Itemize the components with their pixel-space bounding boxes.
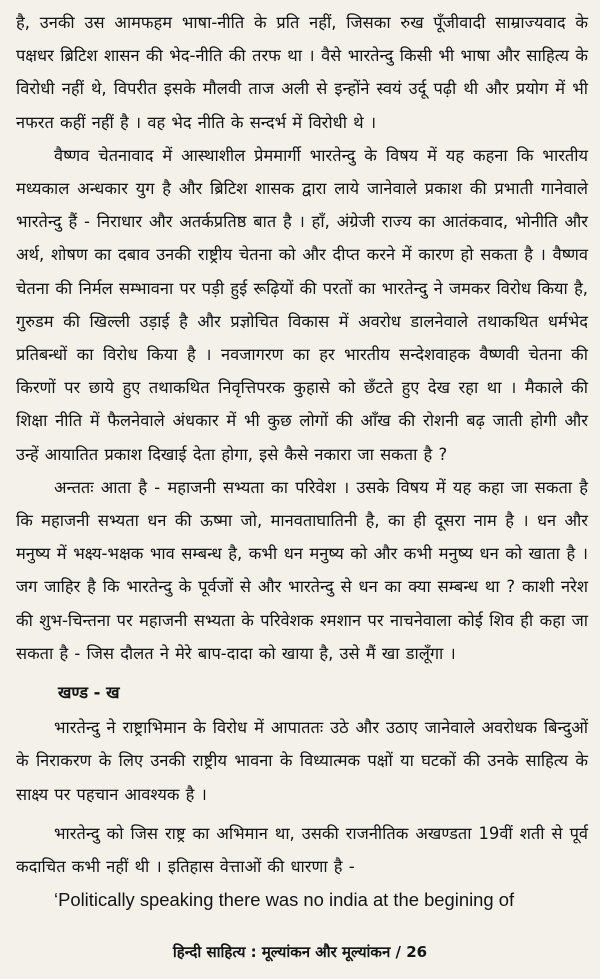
paragraph-continuation: है, उनकी उस आमफहम भाषा-नीति के प्रति नहीं, जिसका रुख पूँजीवादी साम्राज्यवाद के पक्षधर ब्रिटिश शासन की भेद-नीति की तरफ था । वैसे भारतेन्दु किसी भी भाषा और साहित्य के विरोधी नहीं थे, विपरीत इसके मौलवी ताज अली से इन्होंने स्वयं उर्दू पढ़ी थी और प्रयोग में भी नफरत कहीं नहीं है । वह भेद नीति के सन्दर्भ में विरोधी थे । bbox=[16, 13, 588, 132]
paragraph-mahajani: अन्ततः आता है - महाजनी सभ्यता का परिवेश । उसके विषय में यह कहा जा सकता है कि महाजनी सभ्यता धन की ऊष्मा जो, मानवताघातिनी है, का ही दूसरा नाम है । धन और मनुष्य में भक्ष्य-भक्षक भाव सम्बन्ध है, कभी धन मनुष्य को और कभी मनुष्य धन को खाता है । जग जाहिर है कि भारतेन्दु के पूर्वजों से और भारतेन्दु से धन का क्या सम्बन्ध था ? काशी नरेश की शुभ-चिन्तना पर महाजनी सभ्यता के परिवेशक श्मशान पर नाचनेवाला कोई शिव ही कहा जा सकता है - जिस दौलत ने मेरे बाप-दादा को खाया है, उसे मैं खा डालूँगा । bbox=[16, 477, 588, 663]
page-footer: हिन्दी साहित्य : मूल्यांकन और मूल्यांकन / 26 bbox=[172, 943, 428, 961]
section-heading: खण्ड - ख bbox=[58, 683, 120, 703]
english-quote: ‘Politically speaking there was no india at the begining of bbox=[54, 889, 515, 911]
paragraph-akhandta: भारतेन्दु को जिस राष्ट्र का अभिमान था, उसकी राजनीतिक अखण्डता 19वीं शती से पूर्व कदाचित कभी नहीं थी । इतिहास वेत्ताओं की धारणा है - bbox=[16, 823, 588, 877]
paragraph-vaishnav: वैष्णव चेतनावाद में आस्थाशील प्रेममार्गी भारतेन्दु के विषय में यह कहना कि भारतीय मध्यकाल अन्धकार युग है और ब्रिटिश शासक द्वारा लाये जानेवाले प्रकाश की प्रभाती गानेवाले भारतेन्दु हैं - निराधार और अतर्कप्रतिष्ठ बात है । हाँ, अंग्रेजी राज्य का आतंकवाद, भोनीति और अर्थ, शोषण का दबाव उनकी राष्ट्रीय चेतना को और दीप्त करने में कारण हो सकता है । वैष्णव चेतना की निर्मल सम्भावना पर पड़ी हुई रूढ़ियों की परतों का भारतेन्दु ने जमकर विरोध किया है, गुरुडम की खिल्ली उड़ाई है और प्रज्ञोचित विकास में अवरोध डालनेवाले तथाकथित धर्मभेद प्रतिबन्धों का विरोध किया है । नवजागरण का हर भारतीय सन्देशवाहक वैष्णवी चेतना की किरणों पर छाये हुए तथाकथित निवृत्तिपरक कुहासे को छँटते हुए देख रहा था । मैकाले की शिक्षा नीति में फैलनेवाले अंधकार में भी कुछ लोगों की आँख की रोशनी बढ़ जाती होगी और उन्हें आयातित प्रकाश दिखाई देता होगा, इसे कैसे नकारा जा सकता है ? bbox=[16, 145, 588, 464]
paragraph-rashtrabhiman: भारतेन्दु ने राष्ट्राभिमान के विरोध में आपाततः उठे और उठाए जानेवाले अवरोधक बिन्दुओं के निराकरण के लिए उनकी राष्ट्रीय भावना के विध्यात्मक पक्षों या घटकों की उनके साहित्य के साक्ष्य पर पहचान आवश्यक है । bbox=[16, 718, 588, 804]
